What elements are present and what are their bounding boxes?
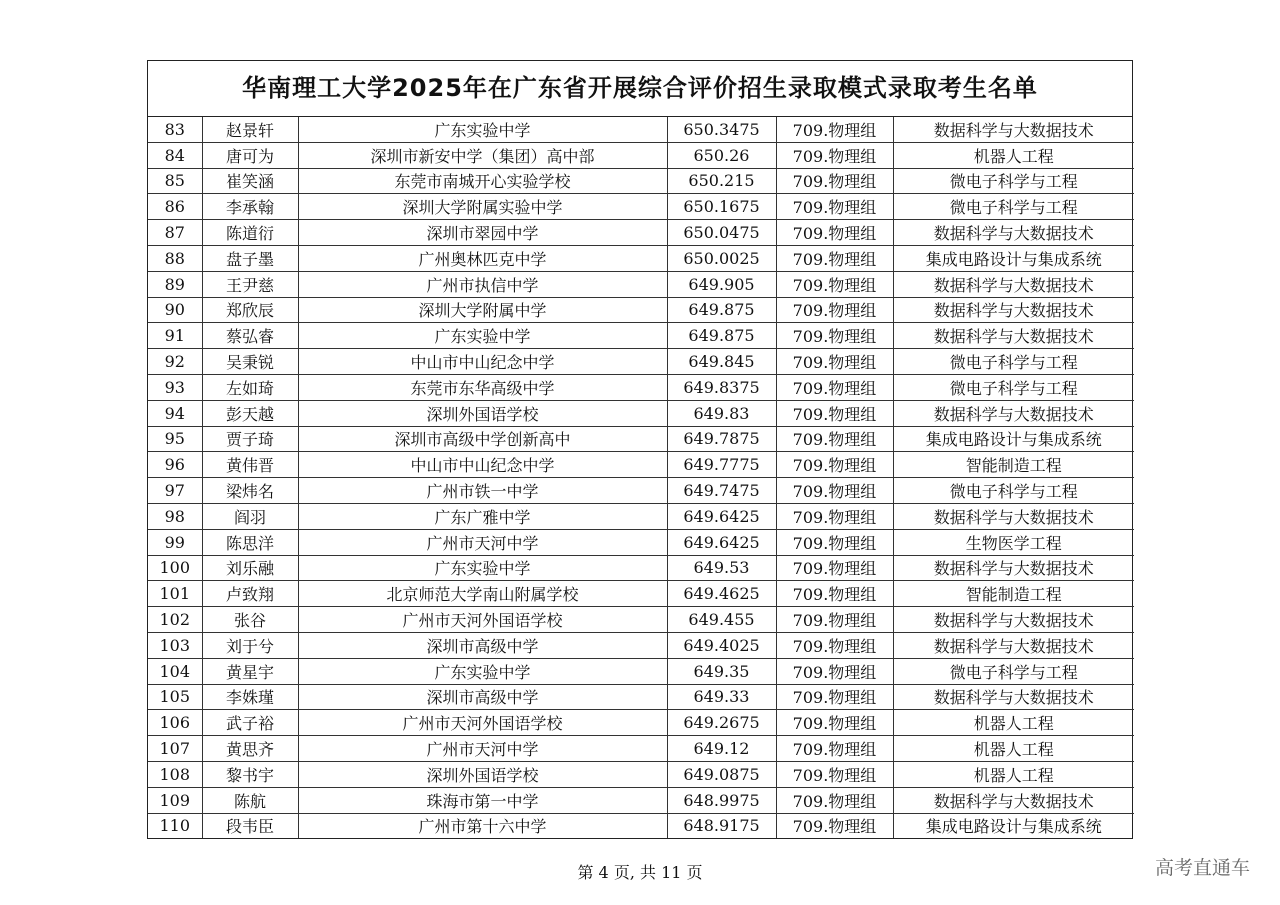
- student-name-cell: 赵景轩: [202, 117, 298, 142]
- row-number-cell: 90: [148, 297, 202, 323]
- table-row: [148, 787, 1134, 813]
- student-name-cell: 唐可为: [202, 142, 298, 168]
- school-cell: 深圳大学附属中学: [298, 297, 667, 323]
- table-row: [148, 142, 1134, 168]
- admission-table: [148, 117, 1134, 838]
- row-number-cell: 96: [148, 452, 202, 478]
- table-row: [148, 632, 1134, 658]
- table-row: [148, 426, 1134, 452]
- major-cell: 数据科学与大数据技术: [893, 323, 1134, 349]
- table-row: [148, 503, 1134, 529]
- score-cell: 649.2675: [667, 710, 776, 736]
- student-name-cell: 黎书宇: [202, 761, 298, 787]
- score-cell: 650.0025: [667, 245, 776, 271]
- row-number-cell: 103: [148, 632, 202, 658]
- table-row: [148, 400, 1134, 426]
- score-cell: 649.12: [667, 736, 776, 762]
- row-number-cell: 87: [148, 220, 202, 246]
- score-cell: 649.4025: [667, 632, 776, 658]
- table-row: [148, 323, 1134, 349]
- score-cell: 649.7875: [667, 426, 776, 452]
- subject-group-cell: 709.物理组: [776, 245, 893, 271]
- score-cell: 649.455: [667, 607, 776, 633]
- student-name-cell: 左如琦: [202, 374, 298, 400]
- major-cell: 数据科学与大数据技术: [893, 400, 1134, 426]
- score-cell: 650.1675: [667, 194, 776, 220]
- row-number-cell: 101: [148, 581, 202, 607]
- row-number-cell: 85: [148, 168, 202, 194]
- row-number-cell: 88: [148, 245, 202, 271]
- score-cell: 648.9175: [667, 813, 776, 838]
- subject-group-cell: 709.物理组: [776, 374, 893, 400]
- student-name-cell: 陈思洋: [202, 529, 298, 555]
- school-cell: 中山市中山纪念中学: [298, 349, 667, 375]
- score-cell: 649.7775: [667, 452, 776, 478]
- school-cell: 广东实验中学: [298, 555, 667, 581]
- score-cell: 650.3475: [667, 117, 776, 142]
- row-number-cell: 110: [148, 813, 202, 838]
- subject-group-cell: 709.物理组: [776, 813, 893, 838]
- row-number-cell: 98: [148, 503, 202, 529]
- row-number-cell: 102: [148, 607, 202, 633]
- school-cell: 深圳外国语学校: [298, 761, 667, 787]
- subject-group-cell: 709.物理组: [776, 194, 893, 220]
- score-cell: 649.6425: [667, 529, 776, 555]
- score-cell: 649.8375: [667, 374, 776, 400]
- major-cell: 微电子科学与工程: [893, 194, 1134, 220]
- major-cell: 机器人工程: [893, 761, 1134, 787]
- subject-group-cell: 709.物理组: [776, 426, 893, 452]
- school-cell: 广州市天河中学: [298, 529, 667, 555]
- row-number-cell: 105: [148, 684, 202, 710]
- subject-group-cell: 709.物理组: [776, 297, 893, 323]
- table-row: [148, 245, 1134, 271]
- school-cell: 广州奥林匹克中学: [298, 245, 667, 271]
- major-cell: 数据科学与大数据技术: [893, 555, 1134, 581]
- row-number-cell: 109: [148, 787, 202, 813]
- subject-group-cell: 709.物理组: [776, 117, 893, 142]
- row-number-cell: 97: [148, 478, 202, 504]
- row-number-cell: 86: [148, 194, 202, 220]
- score-cell: 649.7475: [667, 478, 776, 504]
- subject-group-cell: 709.物理组: [776, 400, 893, 426]
- subject-group-cell: 709.物理组: [776, 787, 893, 813]
- row-number-cell: 83: [148, 117, 202, 142]
- school-cell: 广州市铁一中学: [298, 478, 667, 504]
- school-cell: 广州市天河外国语学校: [298, 710, 667, 736]
- table-row: [148, 555, 1134, 581]
- major-cell: 集成电路设计与集成系统: [893, 245, 1134, 271]
- student-name-cell: 李姝瑾: [202, 684, 298, 710]
- major-cell: 数据科学与大数据技术: [893, 684, 1134, 710]
- table-row: [148, 271, 1134, 297]
- major-cell: 数据科学与大数据技术: [893, 632, 1134, 658]
- row-number-cell: 91: [148, 323, 202, 349]
- student-name-cell: 彭天越: [202, 400, 298, 426]
- subject-group-cell: 709.物理组: [776, 168, 893, 194]
- row-number-cell: 93: [148, 374, 202, 400]
- subject-group-cell: 709.物理组: [776, 503, 893, 529]
- table-row: [148, 478, 1134, 504]
- school-cell: 深圳市高级中学创新高中: [298, 426, 667, 452]
- row-number-cell: 84: [148, 142, 202, 168]
- subject-group-cell: 709.物理组: [776, 761, 893, 787]
- major-cell: 数据科学与大数据技术: [893, 503, 1134, 529]
- score-cell: 649.35: [667, 658, 776, 684]
- student-name-cell: 王尹慈: [202, 271, 298, 297]
- student-name-cell: 卢致翔: [202, 581, 298, 607]
- student-name-cell: 阎羽: [202, 503, 298, 529]
- student-name-cell: 黄伟晋: [202, 452, 298, 478]
- score-cell: 649.6425: [667, 503, 776, 529]
- score-cell: 650.215: [667, 168, 776, 194]
- subject-group-cell: 709.物理组: [776, 684, 893, 710]
- subject-group-cell: 709.物理组: [776, 349, 893, 375]
- major-cell: 机器人工程: [893, 142, 1134, 168]
- row-number-cell: 108: [148, 761, 202, 787]
- student-name-cell: 陈道衍: [202, 220, 298, 246]
- row-number-cell: 100: [148, 555, 202, 581]
- school-cell: 广东实验中学: [298, 658, 667, 684]
- score-cell: 649.33: [667, 684, 776, 710]
- row-number-cell: 92: [148, 349, 202, 375]
- admission-table-body: [148, 117, 1134, 838]
- student-name-cell: 武子裕: [202, 710, 298, 736]
- subject-group-cell: 709.物理组: [776, 142, 893, 168]
- subject-group-cell: 709.物理组: [776, 710, 893, 736]
- major-cell: 集成电路设计与集成系统: [893, 813, 1134, 838]
- major-cell: 机器人工程: [893, 710, 1134, 736]
- major-cell: 机器人工程: [893, 736, 1134, 762]
- student-name-cell: 陈航: [202, 787, 298, 813]
- row-number-cell: 107: [148, 736, 202, 762]
- subject-group-cell: 709.物理组: [776, 658, 893, 684]
- row-number-cell: 89: [148, 271, 202, 297]
- major-cell: 智能制造工程: [893, 452, 1134, 478]
- row-number-cell: 104: [148, 658, 202, 684]
- subject-group-cell: 709.物理组: [776, 220, 893, 246]
- student-name-cell: 吴秉锐: [202, 349, 298, 375]
- student-name-cell: 蔡弘睿: [202, 323, 298, 349]
- major-cell: 集成电路设计与集成系统: [893, 426, 1134, 452]
- student-name-cell: 黄星宇: [202, 658, 298, 684]
- school-cell: 东莞市东华高级中学: [298, 374, 667, 400]
- school-cell: 广州市天河中学: [298, 736, 667, 762]
- major-cell: 微电子科学与工程: [893, 168, 1134, 194]
- table-row: [148, 529, 1134, 555]
- school-cell: 广州市执信中学: [298, 271, 667, 297]
- student-name-cell: 刘乐融: [202, 555, 298, 581]
- subject-group-cell: 709.物理组: [776, 736, 893, 762]
- student-name-cell: 郑欣辰: [202, 297, 298, 323]
- score-cell: 648.9975: [667, 787, 776, 813]
- score-cell: 649.0875: [667, 761, 776, 787]
- admission-list-sheet: [147, 60, 1133, 839]
- student-name-cell: 梁炜名: [202, 478, 298, 504]
- table-row: [148, 607, 1134, 633]
- school-cell: 深圳市新安中学（集团）高中部: [298, 142, 667, 168]
- table-row: [148, 581, 1134, 607]
- school-cell: 广州市第十六中学: [298, 813, 667, 838]
- student-name-cell: 李承翰: [202, 194, 298, 220]
- score-cell: 649.875: [667, 323, 776, 349]
- school-cell: 北京师范大学南山附属学校: [298, 581, 667, 607]
- school-cell: 广州市天河外国语学校: [298, 607, 667, 633]
- student-name-cell: 段韦臣: [202, 813, 298, 838]
- score-cell: 649.53: [667, 555, 776, 581]
- subject-group-cell: 709.物理组: [776, 529, 893, 555]
- table-row: [148, 684, 1134, 710]
- subject-group-cell: 709.物理组: [776, 607, 893, 633]
- subject-group-cell: 709.物理组: [776, 555, 893, 581]
- table-row: [148, 194, 1134, 220]
- school-cell: 深圳大学附属实验中学: [298, 194, 667, 220]
- table-row: [148, 168, 1134, 194]
- subject-group-cell: 709.物理组: [776, 323, 893, 349]
- school-cell: 广东实验中学: [298, 323, 667, 349]
- school-cell: 珠海市第一中学: [298, 787, 667, 813]
- row-number-cell: 106: [148, 710, 202, 736]
- score-cell: 649.83: [667, 400, 776, 426]
- major-cell: 微电子科学与工程: [893, 478, 1134, 504]
- table-row: [148, 117, 1134, 142]
- school-cell: 深圳外国语学校: [298, 400, 667, 426]
- subject-group-cell: 709.物理组: [776, 581, 893, 607]
- major-cell: 数据科学与大数据技术: [893, 117, 1134, 142]
- student-name-cell: 刘于兮: [202, 632, 298, 658]
- subject-group-cell: 709.物理组: [776, 271, 893, 297]
- row-number-cell: 95: [148, 426, 202, 452]
- major-cell: 微电子科学与工程: [893, 658, 1134, 684]
- score-cell: 649.875: [667, 297, 776, 323]
- table-row: [148, 710, 1134, 736]
- table-row: [148, 761, 1134, 787]
- student-name-cell: 盘子墨: [202, 245, 298, 271]
- major-cell: 数据科学与大数据技术: [893, 220, 1134, 246]
- school-cell: 中山市中山纪念中学: [298, 452, 667, 478]
- student-name-cell: 张谷: [202, 607, 298, 633]
- table-row: [148, 813, 1134, 838]
- school-cell: 广东广雅中学: [298, 503, 667, 529]
- major-cell: 生物医学工程: [893, 529, 1134, 555]
- score-cell: 650.26: [667, 142, 776, 168]
- major-cell: 数据科学与大数据技术: [893, 271, 1134, 297]
- score-cell: 649.4625: [667, 581, 776, 607]
- row-number-cell: 94: [148, 400, 202, 426]
- score-cell: 649.845: [667, 349, 776, 375]
- student-name-cell: 贾子琦: [202, 426, 298, 452]
- table-row: [148, 658, 1134, 684]
- major-cell: 数据科学与大数据技术: [893, 607, 1134, 633]
- subject-group-cell: 709.物理组: [776, 632, 893, 658]
- student-name-cell: 黄思齐: [202, 736, 298, 762]
- row-number-cell: 99: [148, 529, 202, 555]
- major-cell: 微电子科学与工程: [893, 349, 1134, 375]
- major-cell: 微电子科学与工程: [893, 374, 1134, 400]
- student-name-cell: 崔笑涵: [202, 168, 298, 194]
- major-cell: 数据科学与大数据技术: [893, 297, 1134, 323]
- school-cell: 深圳市翠园中学: [298, 220, 667, 246]
- school-cell: 广东实验中学: [298, 117, 667, 142]
- major-cell: 智能制造工程: [893, 581, 1134, 607]
- page-footer: 第 4 页, 共 11 页: [577, 863, 703, 882]
- subject-group-cell: 709.物理组: [776, 452, 893, 478]
- table-row: [148, 452, 1134, 478]
- score-cell: 649.905: [667, 271, 776, 297]
- major-cell: 数据科学与大数据技术: [893, 787, 1134, 813]
- school-cell: 深圳市高级中学: [298, 632, 667, 658]
- table-row: [148, 736, 1134, 762]
- table-row: [148, 297, 1134, 323]
- score-cell: 650.0475: [667, 220, 776, 246]
- watermark: 高考直通车: [1154, 857, 1250, 879]
- subject-group-cell: 709.物理组: [776, 478, 893, 504]
- table-row: [148, 374, 1134, 400]
- school-cell: 深圳市高级中学: [298, 684, 667, 710]
- school-cell: 东莞市南城开心实验学校: [298, 168, 667, 194]
- document-title: 华南理工大学2025年在广东省开展综合评价招生录取模式录取考生名单: [148, 61, 1132, 117]
- table-row: [148, 349, 1134, 375]
- table-row: [148, 220, 1134, 246]
